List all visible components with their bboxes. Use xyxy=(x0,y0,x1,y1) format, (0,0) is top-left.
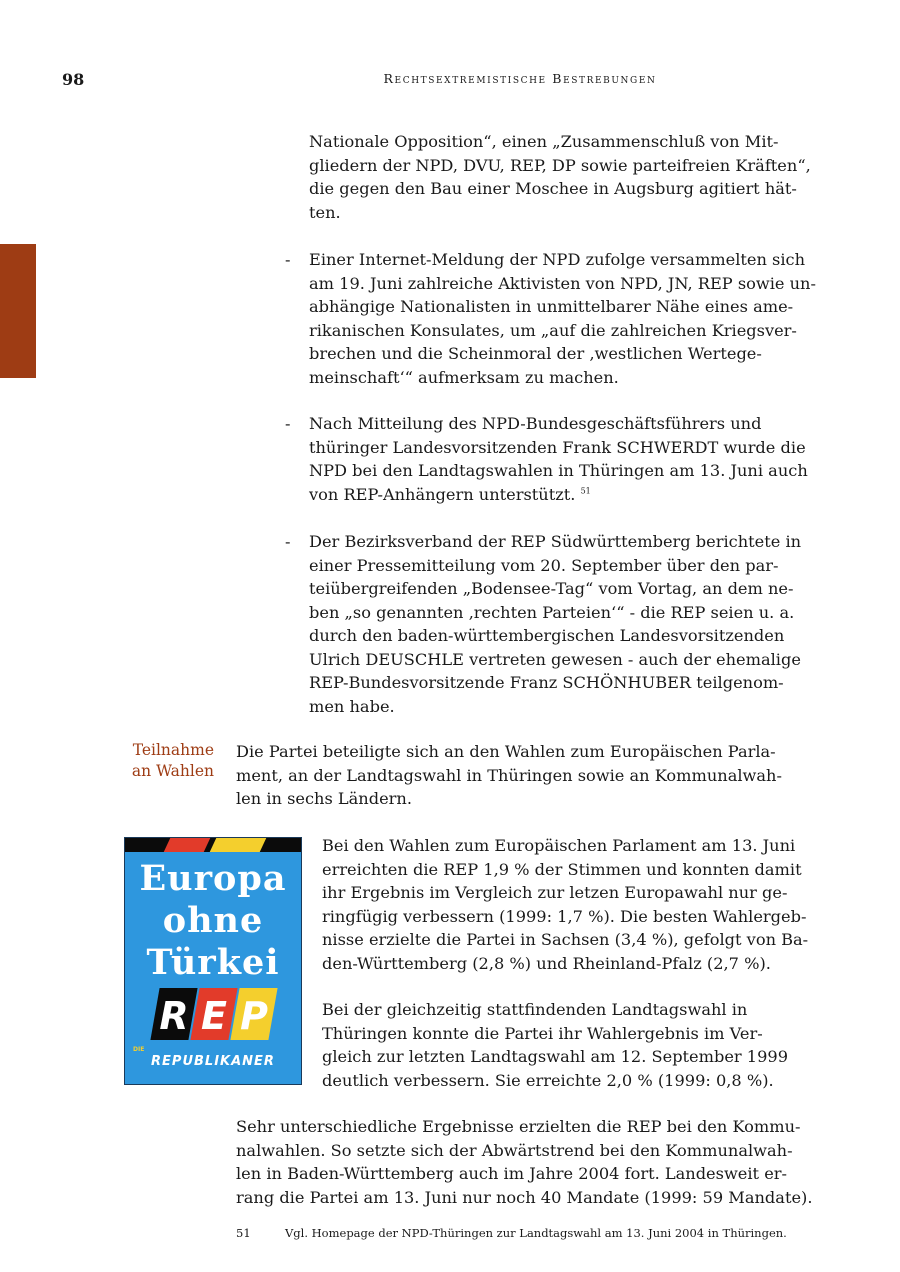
footnote-reference: 51 xyxy=(580,486,591,496)
municipal-election-paragraph: Sehr unterschiedliche Ergebnisse erzielten die REP bei den Kommu- nalwahlen. So setzte sich der Abwärtstrend bei den Kommunalwah- len in Baden-Württemberg auch im Jahre 2004 fort. Landesweit er- rang die Partei am 13. Juni nur noch 40 Mandate (1999: 59 Mandate). xyxy=(236,1117,813,1207)
running-title: Rechtsextremistische Bestrebungen xyxy=(383,71,657,86)
bullet-text: Einer Internet-Meldung der NPD zufolge versammelten sich am 19. Juni zahlreiche Aktivisten von NPD, JN, REP sowie un- abhängige Nationalisten in unmittelbarer Nähe eines ame- rikanischen Konsulates, um „auf die zahlreichen Kriegsver- brechen und die Scheinmoral der ‚westlichen Wertege- meinschaft‘“ aufmerksam zu machen. xyxy=(309,250,816,387)
page-number: 98 xyxy=(62,70,85,89)
poster-headline-line3: Türkei xyxy=(146,942,280,983)
continuation-paragraph: Nationale Opposition“, einen „Zusammenschluß von Mit- gliedern der NPD, DVU, REP, DP sowie parteifreien Kräften“, die gegen den Bau einer Moschee in Augsburg agitiert hät- ten. xyxy=(309,132,811,222)
list-item xyxy=(285,412,829,506)
footnote-text: Vgl. Homepage der NPD-Thüringen zur Landtagswahl am 13. Juni 2004 in Thüringen. xyxy=(285,1226,787,1240)
poster-letter-e: E xyxy=(201,994,227,1038)
thueringen-election-paragraph: Bei der gleichzeitig stattfindenden Landtagswahl in Thüringen konnte die Partei ihr Wahlergebnis im Ver- gleich zur letzten Landtagswahl am 12. September 1999 deutlich verbessern. Sie erreichte 2,0 % (1999: 0,8 %). xyxy=(322,1000,789,1090)
poster-yellow-stripe xyxy=(210,838,267,852)
bullet-text: Nach Mitteilung des NPD-Bundesgeschäftsführers und thüringer Landesvorsitzenden Frank SCHWERDT wurde die NPD bei den Landtagswahlen in Thüringen am 13. Juni auch von REP-Anhängern unterstützt. xyxy=(309,414,808,504)
poster-letter-r: R xyxy=(159,994,189,1038)
bullet-dash: - xyxy=(285,532,291,551)
bullet-dash: - xyxy=(285,414,291,433)
sidebar-color-bar xyxy=(0,244,36,378)
poster-die-label: DIE xyxy=(133,1046,145,1053)
marginal-note: Teilnahme an Wahlen xyxy=(131,741,214,780)
bullet-text: Der Bezirksverband der REP Südwürttemberg berichtete in einer Pressemitteilung vom 20. September über den par- teiübergreifenden „Bodensee-Tag“ vom Vortag, an dem ne- ben „so genannten ‚rechten Parteien‘“ - die REP seien u. a. durch den baden-württembergischen Landesvorsitzenden Ulrich DEUSCHLE vertreten gewesen - auch der ehemalige REP-Bundesvorsitzende Franz SCHÖNHUBER teilgenom- men habe. xyxy=(309,532,802,716)
poster-headline-line2: ohne xyxy=(162,900,264,941)
poster-letter-p: P xyxy=(240,994,268,1038)
elections-intro-paragraph: Die Partei beteiligte sich an den Wahlen zum Europäischen Parla- ment, an der Landtagswahl in Thüringen sowie an Kommunalwah- len in sechs Ländern. xyxy=(236,742,782,808)
poster-headline-line1: Europa xyxy=(139,858,287,899)
bullet-dash: - xyxy=(285,250,291,269)
list-item xyxy=(285,530,829,718)
poster-brand: REPUBLIKANER xyxy=(151,1054,275,1069)
election-poster-image xyxy=(124,837,302,1085)
list-item xyxy=(285,248,829,389)
poster-red-stripe xyxy=(164,838,211,852)
footnote-number: 51 xyxy=(236,1226,251,1240)
europe-election-paragraph: Bei den Wahlen zum Europäischen Parlament am 13. Juni erreichten die REP 1,9 % der Stimmen und konnten damit ihr Ergebnis im Vergleich zur letzen Europawahl nur ge- ringfügig verbessern (1999: 1,7 %). Die besten Wahlergeb- nisse erzielte die Partei in Sachsen (3,4 %), gefolgt von Ba- den-Württemberg (2,8 %) und Rheinland-Pfalz (2,7 %). xyxy=(322,836,809,973)
